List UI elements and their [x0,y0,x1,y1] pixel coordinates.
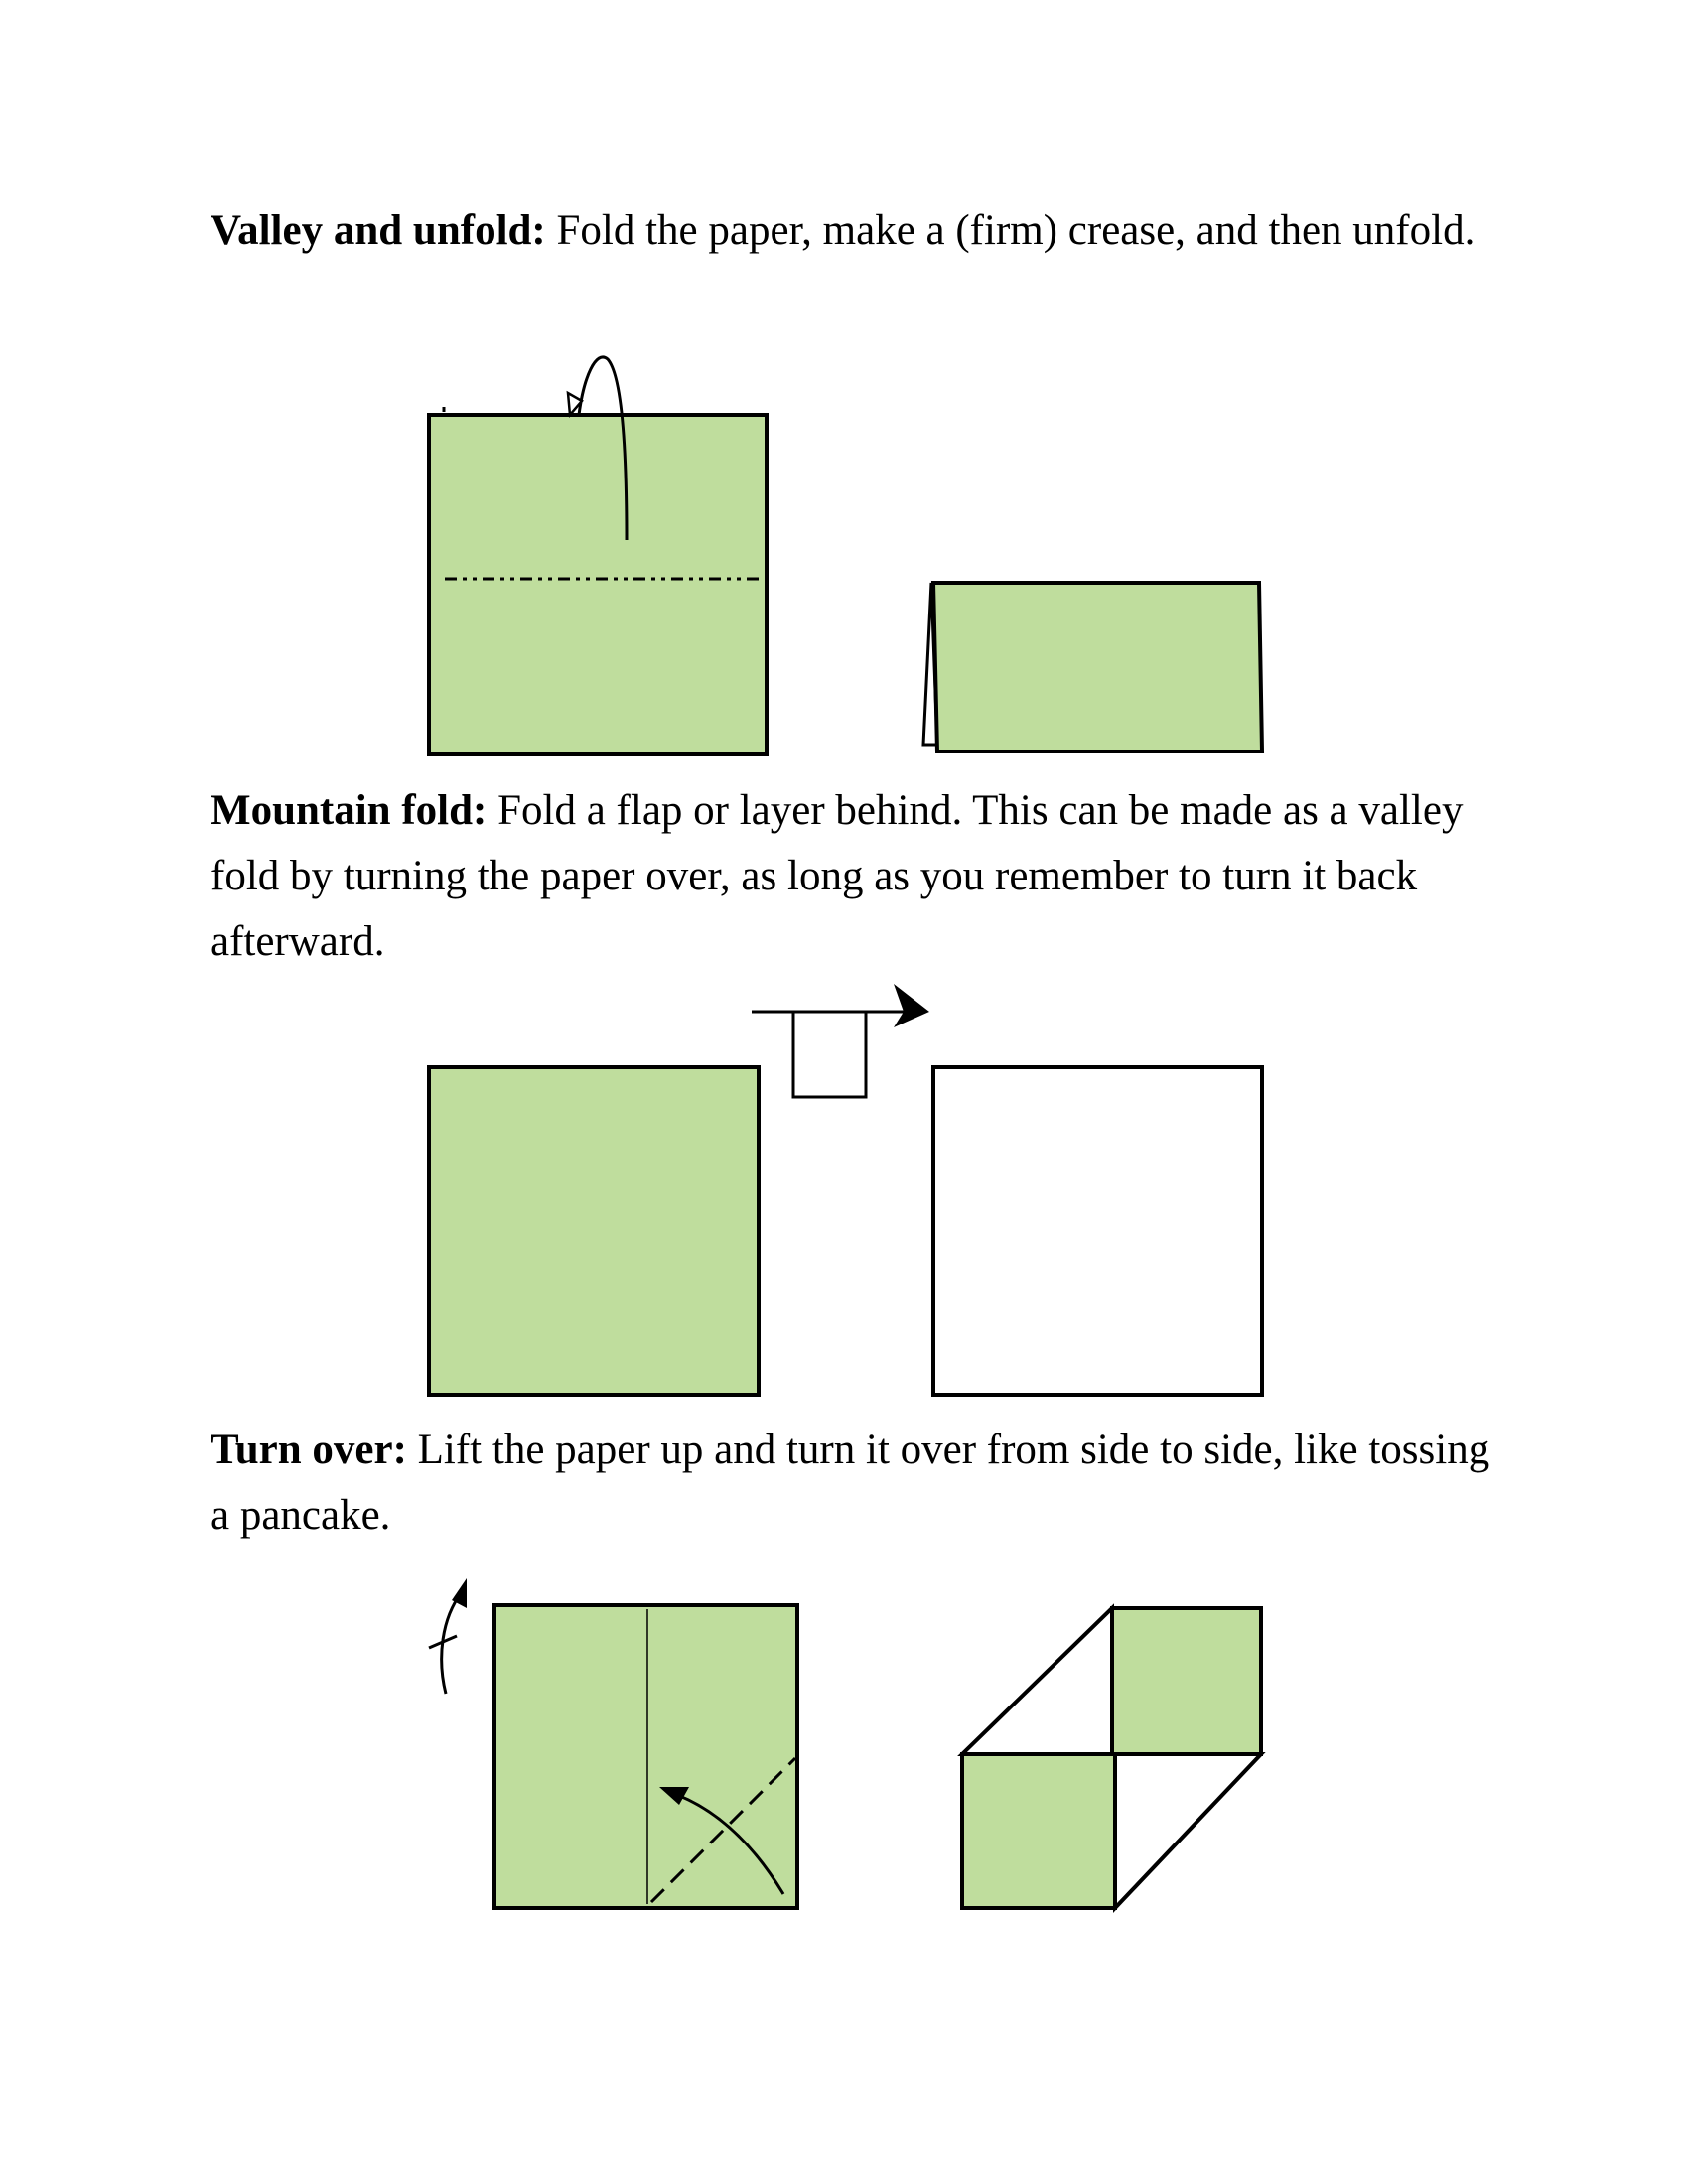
folded-rectangle-step [923,583,1262,751]
folded-result-step [962,1608,1261,1908]
green-paper-square [494,1605,797,1908]
mountain-fold-diagram [0,993,1688,1410]
valley-unfold-diagram [0,338,1688,774]
corner-fold-square-step [494,1605,797,1908]
valley-unfold-term: Valley and unfold: [211,207,546,254]
green-paper-square [429,415,767,754]
valley-unfold-paragraph [211,199,1491,264]
white-triangle-bottom [1115,1754,1261,1908]
turn-over-symbol-icon [752,984,929,1097]
valley-unfold-text: Fold the paper, make a (firm) crease, and then unfold. [545,207,1476,254]
turn-over-text: Lift the paper up and turn it over from side to side, like tossing a pancake. [211,1427,1490,1539]
mountain-fold-term: Mountain fold: [211,787,488,834]
turn-over-diagram [0,1569,1688,1926]
folded-green-rectangle [933,583,1262,751]
green-paper-square [429,1067,759,1395]
green-square-top-right [1112,1608,1261,1754]
mountain-fold-text: Fold a flap or layer behind. This can be made as a valley fold by turning the paper over, as long as you remember to turn it back afterward. [211,787,1464,965]
mountain-fold-paragraph [211,778,1491,975]
white-triangle-top [962,1608,1112,1754]
rotate-symbol-icon [429,1578,467,1694]
turn-over-term: Turn over: [211,1427,407,1473]
green-square-bottom-left [962,1754,1115,1908]
white-paper-square [933,1067,1262,1395]
valley-fold-square-step [429,357,767,754]
turn-over-paragraph [211,1418,1491,1549]
